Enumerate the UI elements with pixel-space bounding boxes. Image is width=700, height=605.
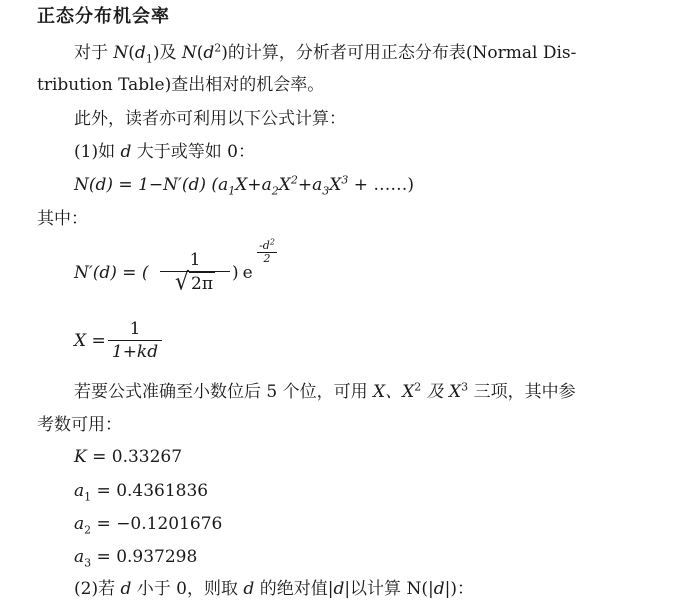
text: 大于或等如 0： [131,142,255,162]
section-heading: 正态分布机会率 [37,6,170,27]
const-value: = −0.1201676 [91,514,223,534]
math-n-d1: N [113,43,129,63]
equation-2-close [232,262,253,284]
case-2-condition [74,578,474,600]
math-sup: 2 [290,173,298,187]
equation-3-lhs: X = [74,331,106,351]
exponent-denominator: 2 [263,252,271,265]
text: 对于 [74,43,114,63]
const-name: a [74,514,85,534]
constant-k [74,446,182,468]
text: (2)若 [74,579,121,599]
math-d: d [120,579,132,599]
eq1-tail: + ……) [348,175,414,195]
math-x-terms: X、X [373,382,415,402]
term-x: X+ [235,175,262,195]
paragraph-1-line-1: 对于 $N(d_1)$及 $N(d^2)$的计算，分析者可用正态分布表(Normal Dis- [74,41,577,66]
sqrt-body: 2π [191,274,214,294]
exp-num: -d [259,239,270,252]
math-sup: 3 [341,173,349,187]
math-sub: 3 [322,184,330,198]
const-sub: 2 [84,523,92,537]
paragraph-3-line-2: 考数可用： [37,415,122,435]
const-value: = 0.33267 [86,447,183,467]
math-sup: 2 [214,41,222,55]
exponent-numerator [259,239,275,252]
equation-3-fraction [108,318,162,363]
math-x3: 及 X [421,382,462,402]
coef-a1: a [218,175,229,195]
term-x2: X [278,175,291,195]
math-sup: 3 [461,380,469,394]
math-d: d [203,43,215,63]
equation-2-fraction [160,249,230,295]
math-sub: 2 [271,184,279,198]
constant-a1 [74,480,208,502]
fraction-numerator: 1 [189,250,201,270]
paragraph-3-line-1 [74,381,576,403]
text: 三项，其中参 [468,382,576,402]
const-name: K [74,447,87,467]
paragraph-2: 此外，读者亦可利用以下公式计算： [74,109,346,129]
case-1-condition [74,141,255,163]
text: 的绝对值| [254,579,334,599]
coef-a2: a [261,175,272,195]
const-sub: 1 [84,490,92,504]
paren-close: ) [232,263,239,283]
math-d: d [134,43,146,63]
const-name: a [74,481,85,501]
text: (1)如 [74,142,121,162]
text: 小于 0，则取 [131,579,244,599]
constant-a3 [74,546,197,568]
coef-a3: a [312,175,323,195]
math-sup: 2 [269,237,275,247]
equation-1: N(d) = 1−N′(d) ($a_1X+a_2X^2+a_3X^3$ + ……) [74,173,414,198]
text: 及 [159,43,182,63]
term-x3: X [329,175,342,195]
equation-2-lhs: N′(d) = ( [74,263,149,283]
equation-2-exponent [257,237,277,265]
text: 若要公式准确至小数位后 5 个位，可用 [74,382,374,402]
fraction-denominator [160,268,230,297]
math-sub: 1 [145,52,153,66]
math-d: d [333,579,345,599]
euler-e: e [242,263,253,283]
const-value: = 0.4361836 [91,481,209,501]
paragraph-1-line-2: tribution Table)查出相对的机会率。 [37,75,325,95]
constant-a2 [74,513,222,535]
where-label: 其中： [37,209,88,229]
math-sup: 2 [414,380,422,394]
eq1-lhs: N(d) = 1−N′(d) ( [74,175,219,195]
math-n-d2: N [181,43,197,63]
fraction-numerator: 1 [129,319,141,339]
sqrt-icon: √ [174,268,190,297]
text: |)： [444,579,474,599]
fraction-denominator: 1+kd [111,342,159,362]
math-d: d [120,142,132,162]
const-name: a [74,547,85,567]
const-value: = 0.937298 [91,547,198,567]
text: |以计算 N(| [344,579,434,599]
math-sub: 1 [228,184,236,198]
const-sub: 3 [84,556,92,570]
math-d: d [433,579,445,599]
text: 的计算，分析者可用正态分布表(Normal Dis- [227,43,577,63]
math-d: d [243,579,255,599]
